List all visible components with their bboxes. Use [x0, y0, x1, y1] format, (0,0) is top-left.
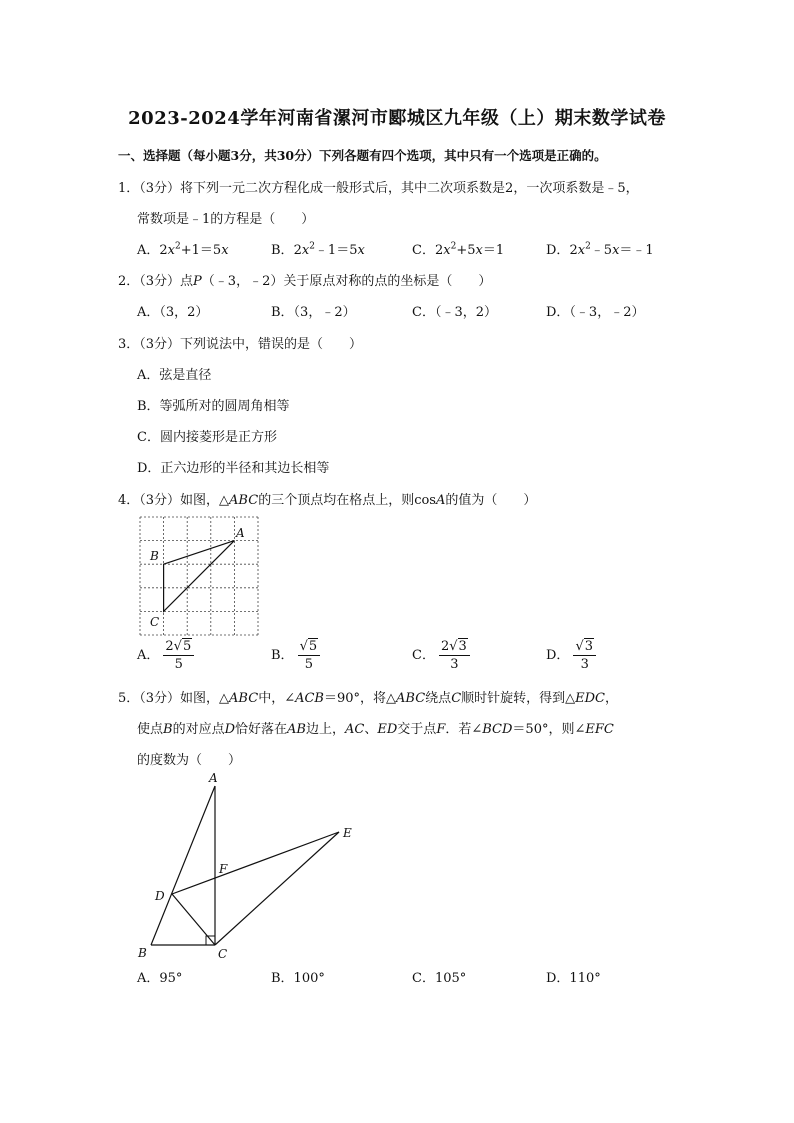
q2-option-a[interactable]: A．（3，2） [137, 305, 209, 320]
question-4-stem: 4．（3分）如图，△ABC的三个顶点均在格点上，则cosA的值为（ ） [118, 493, 537, 508]
q5-option-c[interactable]: C．105° [412, 971, 467, 986]
q1-option-d[interactable]: D．$2x^2﹣5x=﹣1$ [546, 241, 654, 258]
vertex-label-c: C [150, 615, 160, 629]
point-label-c: C [218, 947, 228, 961]
vertex-label-a: A [236, 526, 245, 540]
point-label-e: E [343, 826, 352, 840]
q3-option-d[interactable]: D．正六边形的半径和其边长相等 [137, 461, 330, 476]
q5-option-a[interactable]: A．95° [137, 971, 183, 986]
page-title: 2023-2024学年河南省漯河市郾城区九年级（上）期末数学试卷 [128, 108, 666, 129]
section-heading: 一、选择题（每小题3分，共30分）下列各题有四个选项，其中只有一个选项是正确的。 [118, 148, 607, 163]
q2-option-c[interactable]: C．（﹣3，2） [412, 305, 497, 320]
point-label-a: A [209, 771, 218, 785]
q2-option-d[interactable]: D．（﹣3，﹣2） [546, 305, 645, 320]
q3-option-b[interactable]: B．等弧所对的圆周角相等 [137, 399, 290, 414]
q4-grid-figure [139, 516, 261, 636]
q5-rotation-figure [130, 768, 370, 964]
segment-de [172, 832, 339, 894]
q2-option-b[interactable]: B．（3，﹣2） [271, 305, 356, 320]
question-5-line-3: 的度数为（ ） [137, 753, 242, 768]
segment-dc [172, 894, 215, 945]
point-label-f: F [219, 862, 228, 876]
question-5-line-1: 5．（3分）如图，△ABC中，∠ACB＝90°，将△ABC绕点C顺时针旋转，得到△EDC， [118, 691, 619, 706]
point-label-d: D [155, 889, 165, 903]
vertex-label-b: B [150, 549, 159, 563]
point-label-b: B [138, 946, 147, 960]
triangle-abc [164, 541, 235, 612]
q1-option-a[interactable]: A．$2x^2+1=5x$ [137, 241, 229, 258]
q4-option-a[interactable]: A． $\frac{2√5}{5}$ [137, 640, 194, 671]
q4-option-b[interactable]: B． $\frac{√5}{5}$ [271, 640, 320, 671]
question-5-line-2: 使点B的对应点D恰好落在AB边上，AC、ED交于点F．若∠BCD＝50°，则∠EFC [137, 722, 614, 737]
segment-ab [151, 786, 215, 945]
segment-ec [215, 832, 339, 945]
question-1-line-2: 常数项是﹣1的方程是（ ） [137, 212, 315, 227]
q4-option-c[interactable]: C． $\frac{2√3}{3}$ [412, 640, 470, 671]
question-3-stem: 3．（3分）下列说法中，错误的是（ ） [118, 337, 363, 352]
q5-option-b[interactable]: B．100° [271, 971, 325, 986]
q1-option-b[interactable]: B．$2x^2﹣1=5x$ [271, 241, 365, 258]
question-2-stem: 2．（3分）点P（﹣3，﹣2）关于原点对称的点的坐标是（ ） [118, 274, 492, 289]
q1-option-c[interactable]: C．$2x^2+5x=1$ [412, 241, 505, 258]
q3-option-c[interactable]: C．圆内接菱形是正方形 [137, 430, 277, 445]
q4-option-d[interactable]: D． $\frac{√3}{3}$ [546, 640, 596, 671]
question-1-line-1: 1．（3分）将下列一元二次方程化成一般形式后，其中二次项系数是2，一次项系数是﹣5， [118, 181, 639, 196]
q3-option-a[interactable]: A．弦是直径 [137, 368, 212, 383]
q5-option-d[interactable]: D．110° [546, 971, 601, 986]
